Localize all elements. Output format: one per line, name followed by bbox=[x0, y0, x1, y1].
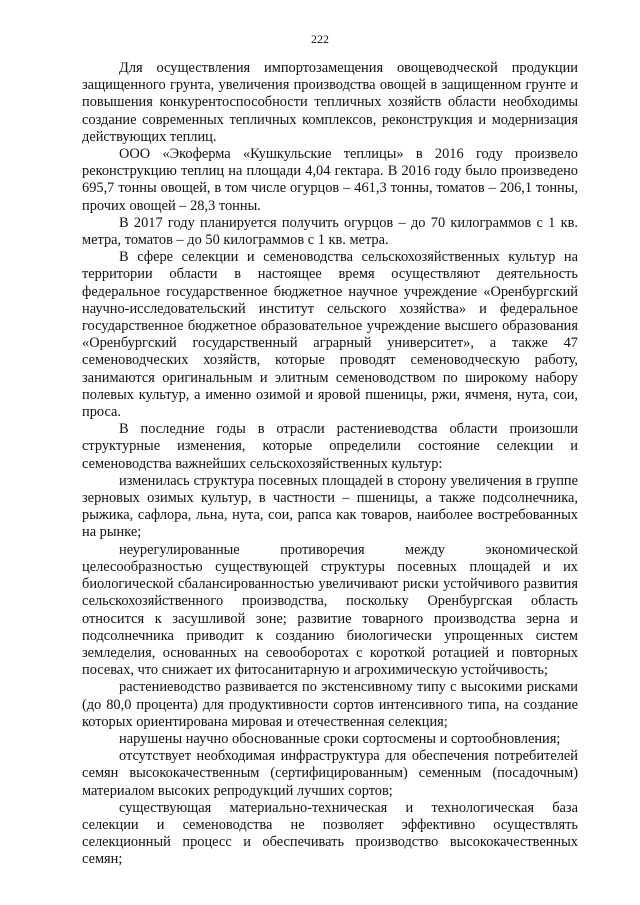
paragraph-import-substitution: Для осуществления импортозамещения овощеводческой продукции защищенного грунта, увеличения производства овощей в защищенном грунте и повышения конкурентоспособности тепличных хозяйств области необходимы создание современных тепличных комплексов, реконструкция и модернизация действующих теплиц. bbox=[82, 60, 578, 145]
list-item-extensive-type: растениеводство развивается по экстенсивному типу с высокими рисками (до 80,0 процента) для продуктивности сортов интенсивного типа, на создание которых ориентирована мировая и отечественная селекция; bbox=[82, 679, 578, 730]
paragraph-structural-changes: В последние годы в отрасли растениеводства области произошли структурные изменения, которые определили состояние селекции и семеноводства важнейших сельскохозяйственных культур: bbox=[82, 421, 578, 472]
list-item-variety-change: нарушены научно обоснованные сроки сортосмены и сортообновления; bbox=[119, 730, 561, 747]
paragraph-selection-seed-production: В сфере селекции и семеноводства сельскохозяйственных культур на территории области в настоящее время осуществляют деятельность федеральное государственное бюджетное научное учреждение «Оренбургский научно-исследовательский институт сельского хозяйства» и федеральное государственное бюджетное образовательное учреждение высшего образования «Оренбургский государственный аграрный университет», а также 47 семеноводческих хозяйств, которые проводят семеноводческую работу, занимаются оригинальным и элитным семеноводством по широкому набору полевых культур, а именно озимой и яровой пшеницы, ржи, ячменя, нута, сои, проса. bbox=[82, 249, 578, 421]
document-body bbox=[82, 60, 578, 869]
list-item-infrastructure: отсутствует необходимая инфраструктура для обеспечения потребителей семян высококачественным (сертифицированным) семенным (посадочным) материалом высоких репродукций лучших сортов; bbox=[82, 748, 578, 799]
list-item-crop-structure: изменилась структура посевных площадей в сторону увеличения в группе зерновых озимых культур, в частности – пшеницы, а также подсолнечника, рыжика, сафлора, льна, нута, сои, рапса как товаров, наиболее востребованных на рынке; bbox=[82, 472, 578, 541]
paragraph-ecofarm-kushkul: ООО «Экоферма «Кушкульские теплицы» в 2016 году произвело реконструкцию теплиц на площади 4,04 гектара. В 2016 году было произведено 695,7 тонны овощей, в том числе огурцов – 461,3 тонны, томатов – 206,1 тонны, прочих овощей – 28,3 тонны. bbox=[82, 146, 578, 214]
page-number: 222 bbox=[311, 32, 329, 46]
paragraph-2017-plan: В 2017 году планируется получить огурцов – до 70 килограммов с 1 кв. метра, томатов – до 50 килограммов с 1 кв. метра. bbox=[82, 214, 578, 249]
list-item-material-base: существующая материально-техническая и технологическая база селекции и семеноводства не позволяет эффективно осуществлять селекционный процесс и обеспечивать производство высококачественных семян; bbox=[82, 799, 578, 868]
list-item-contradictions: неурегулированные противоречия между экономической целесообразностью существующей структуры посевных площадей и их биологической сбалансированностью увеличивают риски устойчивого развития сельскохозяйственного производства, поскольку Оренбургская область относится к засушливой зоне; развитие товарного производства зерна и подсолнечника приводит к созданию биологически упрощенных систем земледелия, основанных на севооборотах с короткой ротацией и повторных посевах, что снижает их фитосанитарную и агрохимическую устойчивость; bbox=[82, 541, 578, 679]
